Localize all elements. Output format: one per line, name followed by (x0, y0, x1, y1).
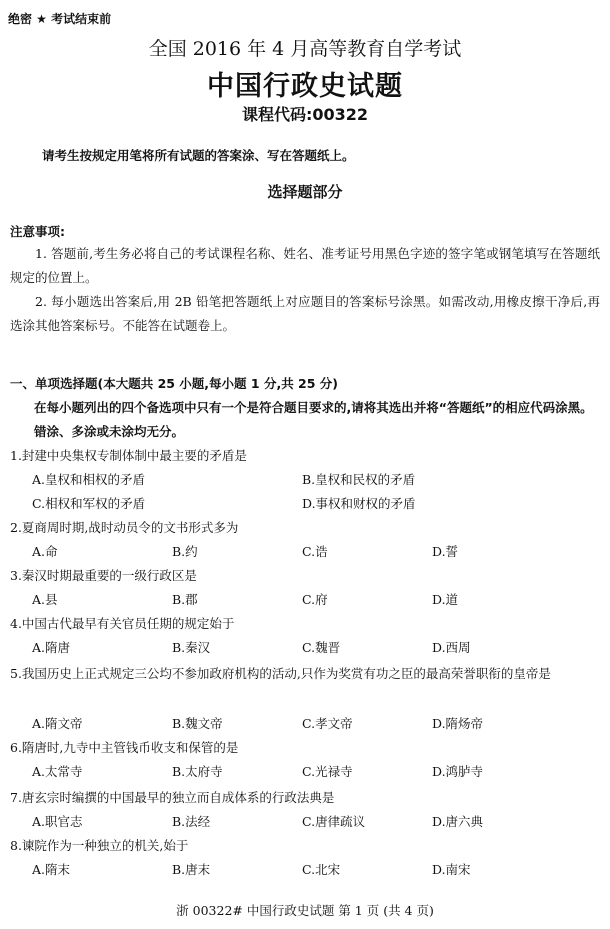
option-d: D.唐六典 (432, 814, 484, 829)
option-d: D.西周 (432, 640, 471, 655)
note-item: 2. 每小题选出答案后,用 2B 铅笔把答题纸上对应题目的答案标号涂黑。如需改动,用橡皮擦干净后,再选涂其他答案标号。不能答在试题卷上。 (10, 294, 600, 333)
question-stem: 1.封建中央集权专制体制中最主要的矛盾是 (10, 448, 247, 463)
option-c: C.府 (302, 592, 328, 607)
question-options (32, 468, 602, 492)
option-c: C.唐律疏议 (302, 814, 366, 829)
option-c: C.相权和军权的矛盾 (32, 496, 146, 511)
option-b: B.太府寺 (172, 764, 223, 779)
option-c: C.北宋 (302, 862, 341, 877)
option-c: C.魏晋 (302, 640, 341, 655)
confidential-label: 绝密 ★ 考试结束前 (8, 12, 112, 26)
option-d: D.隋炀帝 (432, 716, 484, 731)
question-stem: 5.我国历史上正式规定三公均不参加政府机构的活动,只作为奖赏有功之臣的最高荣誉职衔的皇帝是 (10, 666, 551, 681)
note-item: 1. 答题前,考生务必将自己的考试课程名称、姓名、准考证号用黑色字迹的签字笔或钢笔填写在答题纸规定的位置上。 (10, 246, 600, 285)
question-stem: 4.中国古代最早有关官员任期的规定始于 (10, 616, 235, 631)
question-options (32, 540, 602, 564)
option-a: A.职官志 (32, 814, 83, 829)
option-d: D.鸿胪寺 (432, 764, 484, 779)
option-c: C.诰 (302, 544, 328, 559)
section-title: 选择题部分 (267, 183, 343, 201)
option-d: D.南宋 (432, 862, 471, 877)
option-a: A.皇权和相权的矛盾 (32, 472, 146, 487)
question-options (32, 588, 602, 612)
option-b: B.郡 (172, 592, 198, 607)
option-b: B.秦汉 (172, 640, 211, 655)
question-stem: 7.唐玄宗时编撰的中国最早的独立而自成体系的行政法典是 (10, 790, 335, 805)
question-stem: 2.夏商周时期,战时动员令的文书形式多为 (10, 520, 239, 535)
option-a: A.太常寺 (32, 764, 83, 779)
option-b: B.约 (172, 544, 198, 559)
course-code: 课程代码:00322 (241, 105, 369, 124)
question-options (32, 858, 602, 882)
option-b: B.唐末 (172, 862, 211, 877)
question-options (32, 712, 602, 736)
part-description: 在每小题列出的四个备选项中只有一个是符合题目要求的,请将其选出并将“答题纸”的相应代码涂黑。错涂、多涂或未涂均无分。 (34, 400, 593, 439)
option-a: A.隋末 (32, 862, 71, 877)
question-stem: 6.隋唐时,九寺中主管钱币收支和保管的是 (10, 740, 239, 755)
part-heading: 一、单项选择题(本大题共 25 小题,每小题 1 分,共 25 分) (10, 376, 339, 391)
option-a: A.命 (32, 544, 58, 559)
option-d: D.道 (432, 592, 459, 607)
option-b: B.法经 (172, 814, 211, 829)
notes-heading: 注意事项: (10, 224, 65, 239)
question-stem: 8.谏院作为一种独立的机关,始于 (10, 838, 189, 853)
option-b: B.魏文帝 (172, 716, 223, 731)
question-options (32, 760, 602, 784)
exam-title: 全国 2016 年 4 月高等教育自学考试 (148, 38, 462, 60)
question-options (32, 492, 602, 516)
option-c: C.孝文帝 (302, 716, 353, 731)
option-a: A.隋唐 (32, 640, 71, 655)
question-options (32, 636, 602, 660)
option-a: A.县 (32, 592, 58, 607)
answer-instruction: 请考生按规定用笔将所有试题的答案涂、写在答题纸上。 (42, 148, 355, 163)
question-options (32, 810, 602, 834)
option-c: C.光禄寺 (302, 764, 353, 779)
page-footer: 浙 00322# 中国行政史试题 第 1 页 (共 4 页) (176, 903, 434, 918)
option-d: D.事权和财权的矛盾 (302, 496, 416, 511)
subject-title: 中国行政史试题 (207, 71, 403, 102)
question-stem: 3.秦汉时期最重要的一级行政区是 (10, 568, 197, 583)
option-b: B.皇权和民权的矛盾 (302, 472, 416, 487)
option-a: A.隋文帝 (32, 716, 83, 731)
option-d: D.誓 (432, 544, 459, 559)
